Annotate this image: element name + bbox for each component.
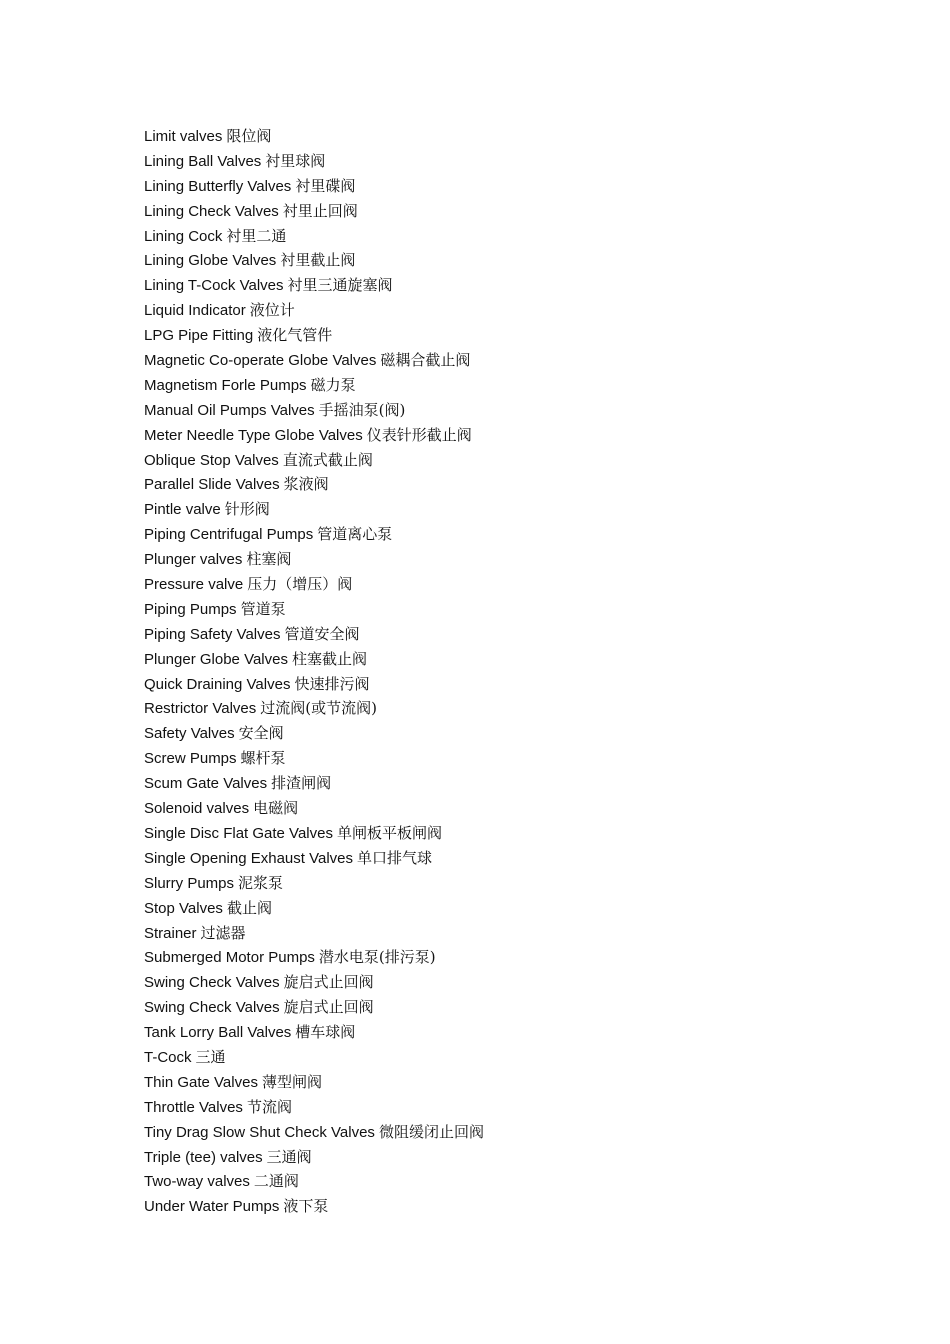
term-zh: 磁力泵 bbox=[310, 375, 356, 394]
glossary-entry bbox=[144, 124, 484, 149]
term-en: Quick Draining Valves bbox=[144, 675, 291, 693]
term-zh: 液下泵 bbox=[283, 1197, 329, 1216]
term-en: Solenoid valves bbox=[144, 800, 250, 818]
term-en: Swing Check Valves bbox=[144, 999, 280, 1017]
term-en: LPG Pipe Fitting bbox=[144, 327, 254, 345]
term-zh: 旋启式止回阀 bbox=[283, 973, 374, 992]
term-en: Lining Globe Valves bbox=[144, 252, 277, 270]
term-en: Tank Lorry Ball Valves bbox=[144, 1024, 292, 1042]
glossary-entry bbox=[144, 522, 484, 547]
term-zh: 槽车球阀 bbox=[295, 1023, 356, 1042]
term-zh: 仪表针形截止阀 bbox=[366, 425, 472, 444]
glossary-entry bbox=[144, 448, 484, 473]
term-en: Lining Cock bbox=[144, 227, 223, 245]
term-en: Plunger valves bbox=[144, 551, 243, 569]
glossary-entry bbox=[144, 970, 484, 995]
term-en: Scum Gate Valves bbox=[144, 775, 268, 793]
glossary-entry bbox=[144, 174, 484, 199]
term-en: Triple (tee) valves bbox=[144, 1148, 263, 1166]
term-en: Manual Oil Pumps Valves bbox=[144, 401, 315, 419]
term-en: Liquid Indicator bbox=[144, 302, 246, 320]
glossary-entry bbox=[144, 423, 484, 448]
term-zh: 衬里三通旋塞阀 bbox=[287, 276, 393, 295]
glossary-entry bbox=[144, 348, 484, 373]
term-en: Oblique Stop Valves bbox=[144, 451, 279, 469]
term-en: Piping Pumps bbox=[144, 600, 237, 618]
term-zh: 单闸板平板闸阀 bbox=[336, 823, 442, 842]
glossary-entry bbox=[144, 1120, 484, 1145]
term-en: Single Opening Exhaust Valves bbox=[144, 849, 354, 867]
glossary-entry bbox=[144, 1020, 484, 1045]
term-en: Lining Butterfly Valves bbox=[144, 177, 292, 195]
term-zh: 三通阀 bbox=[266, 1147, 312, 1166]
glossary-entry bbox=[144, 149, 484, 174]
term-zh: 管道泵 bbox=[240, 599, 286, 618]
glossary-entry bbox=[144, 1169, 484, 1194]
term-zh: 螺杆泵 bbox=[240, 749, 286, 768]
term-en: Lining T-Cock Valves bbox=[144, 277, 284, 295]
term-zh: 泥浆泵 bbox=[238, 873, 284, 892]
term-en: Stop Valves bbox=[144, 899, 223, 917]
term-zh: 管道离心泵 bbox=[317, 525, 393, 544]
term-en: Slurry Pumps bbox=[144, 874, 235, 892]
glossary-entry bbox=[144, 248, 484, 273]
term-zh: 单口排气球 bbox=[357, 848, 433, 867]
term-zh: 潜水电泵(排污泵) bbox=[318, 948, 436, 967]
term-zh: 节流阀 bbox=[246, 1097, 292, 1116]
term-en: Magnetism Forle Pumps bbox=[144, 376, 307, 394]
term-en: Strainer bbox=[144, 924, 197, 942]
glossary-entry bbox=[144, 1095, 484, 1120]
glossary-entry bbox=[144, 298, 484, 323]
term-zh: 微阻缓闭止回阀 bbox=[378, 1122, 484, 1141]
term-en: T-Cock bbox=[144, 1048, 192, 1066]
term-en: Under Water Pumps bbox=[144, 1198, 280, 1216]
term-zh: 排渣闸阀 bbox=[271, 774, 332, 793]
glossary-entry bbox=[144, 273, 484, 298]
glossary-entry bbox=[144, 871, 484, 896]
term-en: Tiny Drag Slow Shut Check Valves bbox=[144, 1123, 375, 1141]
glossary-entry bbox=[144, 398, 484, 423]
glossary-entry bbox=[144, 547, 484, 572]
glossary-entry bbox=[144, 597, 484, 622]
term-zh: 截止阀 bbox=[226, 898, 272, 917]
term-en: Plunger Globe Valves bbox=[144, 650, 288, 668]
glossary-list bbox=[144, 124, 484, 1219]
glossary-entry bbox=[144, 572, 484, 597]
glossary-entry bbox=[144, 696, 484, 721]
term-zh: 压力（增压）阀 bbox=[247, 575, 353, 594]
glossary-entry bbox=[144, 1194, 484, 1219]
term-zh: 柱塞截止阀 bbox=[291, 649, 367, 668]
term-zh: 直流式截止阀 bbox=[282, 450, 373, 469]
glossary-entry bbox=[144, 472, 484, 497]
glossary-entry bbox=[144, 721, 484, 746]
glossary-entry bbox=[144, 995, 484, 1020]
glossary-entry bbox=[144, 497, 484, 522]
term-zh: 衬里截止阀 bbox=[280, 251, 356, 270]
glossary-entry bbox=[144, 896, 484, 921]
glossary-entry bbox=[144, 771, 484, 796]
term-zh: 液位计 bbox=[249, 301, 295, 320]
term-zh: 液化气管件 bbox=[257, 326, 333, 345]
term-zh: 手摇油泵(阀) bbox=[318, 400, 406, 419]
term-zh: 过流阀(或节流阀) bbox=[260, 699, 377, 718]
glossary-entry bbox=[144, 1070, 484, 1095]
term-zh: 管道安全阀 bbox=[284, 624, 360, 643]
term-zh: 衬里球阀 bbox=[265, 151, 326, 170]
glossary-entry bbox=[144, 622, 484, 647]
term-zh: 快速排污阀 bbox=[294, 674, 370, 693]
term-en: Piping Centrifugal Pumps bbox=[144, 526, 314, 544]
term-zh: 限位阀 bbox=[226, 127, 272, 145]
glossary-entry bbox=[144, 846, 484, 871]
term-en: Single Disc Flat Gate Valves bbox=[144, 824, 333, 842]
glossary-entry bbox=[144, 746, 484, 771]
term-en: Screw Pumps bbox=[144, 750, 237, 768]
term-zh: 旋启式止回阀 bbox=[283, 998, 374, 1017]
term-zh: 衬里二通 bbox=[226, 226, 287, 245]
glossary-entry bbox=[144, 921, 484, 946]
term-zh: 针形阀 bbox=[224, 500, 270, 519]
term-en: Lining Check Valves bbox=[144, 202, 279, 220]
term-en: Restrictor Valves bbox=[144, 700, 257, 718]
term-en: Pintle valve bbox=[144, 501, 221, 519]
term-en: Limit valves bbox=[144, 128, 223, 145]
term-en: Lining Ball Valves bbox=[144, 152, 262, 170]
term-zh: 二通阀 bbox=[253, 1172, 299, 1191]
term-zh: 安全阀 bbox=[238, 724, 284, 743]
term-en: Magnetic Co-operate Globe Valves bbox=[144, 352, 377, 370]
term-en: Meter Needle Type Globe Valves bbox=[144, 426, 363, 444]
term-en: Safety Valves bbox=[144, 725, 235, 743]
glossary-entry bbox=[144, 796, 484, 821]
glossary-entry bbox=[144, 199, 484, 224]
term-zh: 磁耦合截止阀 bbox=[380, 351, 471, 370]
term-en: Pressure valve bbox=[144, 576, 244, 594]
term-en: Submerged Motor Pumps bbox=[144, 949, 315, 967]
glossary-entry bbox=[144, 224, 484, 249]
term-en: Thin Gate Valves bbox=[144, 1073, 258, 1091]
term-zh: 衬里碟阀 bbox=[295, 176, 356, 195]
glossary-entry bbox=[144, 373, 484, 398]
term-zh: 三通 bbox=[195, 1047, 226, 1066]
glossary-entry bbox=[144, 1045, 484, 1070]
glossary-entry bbox=[144, 821, 484, 846]
term-zh: 衬里止回阀 bbox=[282, 201, 358, 220]
glossary-entry bbox=[144, 945, 484, 970]
term-en: Throttle Valves bbox=[144, 1098, 243, 1116]
glossary-entry bbox=[144, 323, 484, 348]
glossary-entry bbox=[144, 672, 484, 697]
glossary-entry bbox=[144, 1145, 484, 1170]
term-en: Swing Check Valves bbox=[144, 974, 280, 992]
term-zh: 电磁阀 bbox=[253, 799, 299, 818]
term-en: Two-way valves bbox=[144, 1173, 250, 1191]
term-zh: 浆液阀 bbox=[283, 475, 329, 494]
term-en: Parallel Slide Valves bbox=[144, 476, 280, 494]
glossary-entry bbox=[144, 647, 484, 672]
term-en: Piping Safety Valves bbox=[144, 625, 281, 643]
term-zh: 薄型闸阀 bbox=[261, 1072, 322, 1091]
term-zh: 柱塞阀 bbox=[246, 550, 292, 569]
term-zh: 过滤器 bbox=[200, 923, 246, 942]
